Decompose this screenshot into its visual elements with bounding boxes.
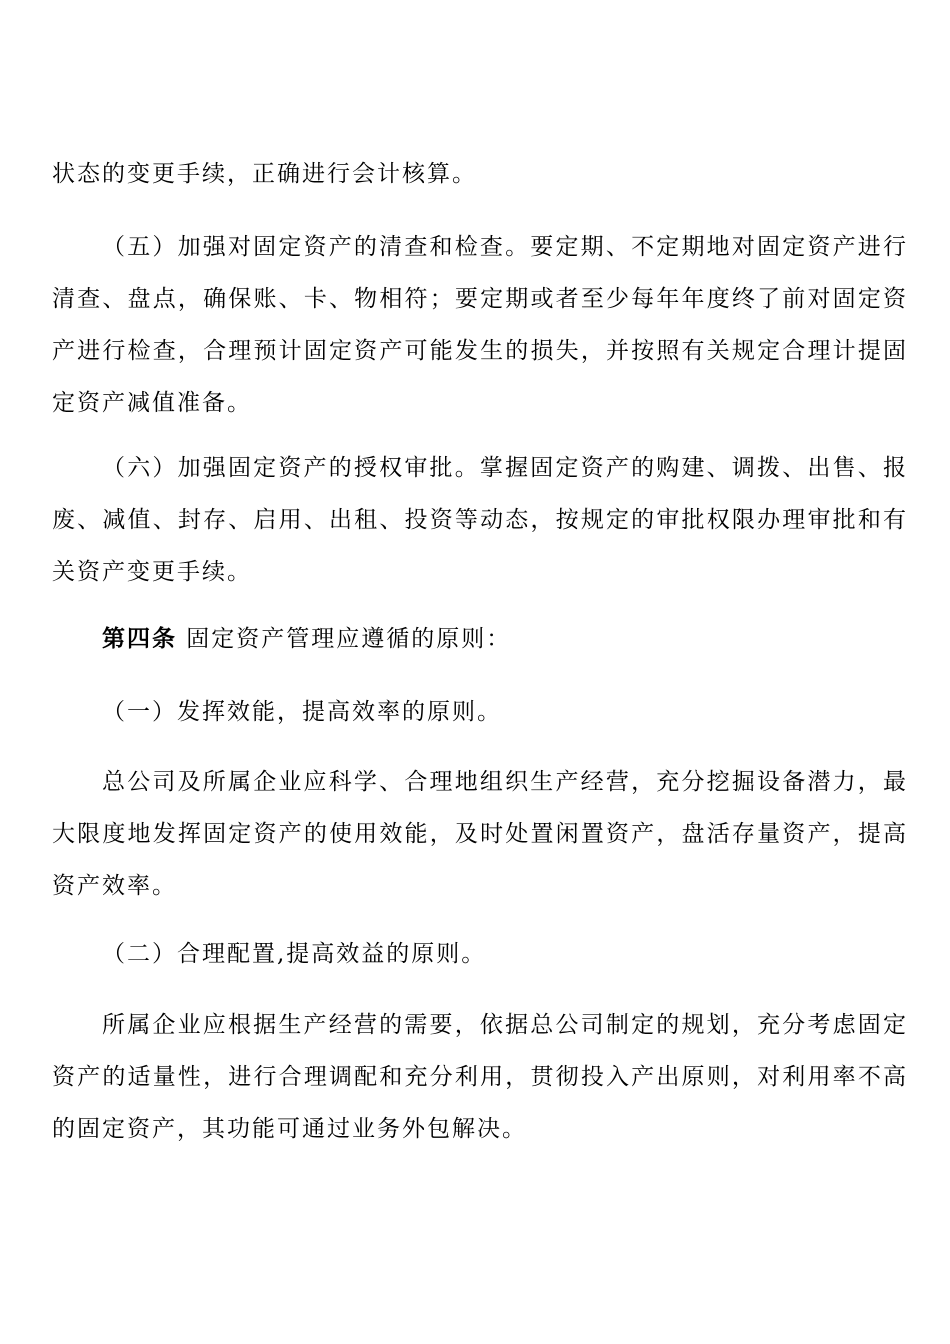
article-4-heading: 第四条 — [102, 625, 177, 652]
principle-1-title: （一）发挥效能，提高效率的原则。 — [102, 699, 502, 725]
article-4-paragraph — [52, 613, 908, 665]
article-4-text: 固定资产管理应遵循的原则： — [177, 626, 512, 652]
paragraph-continuation: 状态的变更手续，正确进行会计核算。 — [52, 161, 477, 187]
principle-2-body: 所属企业应根据生产经营的需要，依据总公司制定的规划，充分考虑固定资产的适量性，进行合理调配和充分利用，贯彻投入产出原则，对利用率不高的固定资产，其功能可通过业务外包解决。 — [52, 1012, 908, 1142]
principle-1-body: 总公司及所属企业应科学、合理地组织生产经营，充分挖掘设备潜力，最大限度地发挥固定资产的使用效能，及时处置闲置资产，盘活存量资产，提高资产效率。 — [52, 769, 908, 899]
paragraph-item-5: （五）加强对固定资产的清查和检查。要定期、不定期地对固定资产进行清查、盘点，确保账、卡、物相符；要定期或者至少每年年度终了前对固定资产进行检查，合理预计固定资产可能发生的损失，并按照有关规定合理计提固定资产减值准备。 — [52, 234, 908, 416]
principle-2-title: （二）合理配置,提高效益的原则。 — [102, 941, 487, 967]
paragraph-item-6: （六）加强固定资产的授权审批。掌握固定资产的购建、调拨、出售、报废、减值、封存、启用、出租、投资等动态，按规定的审批权限办理审批和有关资产变更手续。 — [52, 455, 908, 585]
